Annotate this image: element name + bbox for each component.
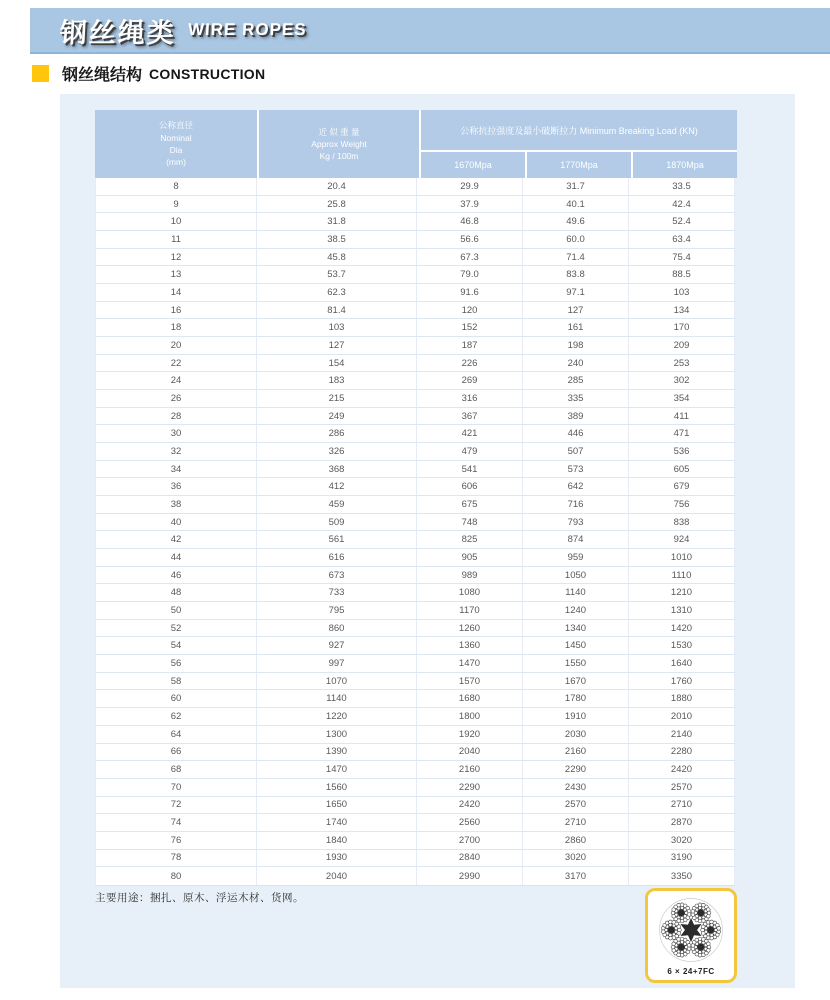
cell-weight: 286 xyxy=(257,425,417,442)
cell-weight: 215 xyxy=(257,390,417,407)
cell-weight: 45.8 xyxy=(257,249,417,266)
cell-weight: 616 xyxy=(257,549,417,566)
cell-mbl-1770: 2710 xyxy=(523,814,629,831)
cell-mbl-1770: 3170 xyxy=(523,867,629,885)
table-row xyxy=(95,284,735,302)
cell-mbl-1770: 31.7 xyxy=(523,178,629,195)
cell-mbl-1670: 2040 xyxy=(417,744,523,761)
cell-diameter: 58 xyxy=(95,673,257,690)
cell-mbl-1870: 88.5 xyxy=(629,266,735,283)
section-heading-zh: 钢丝绳结构 xyxy=(62,67,143,84)
table-row xyxy=(95,514,735,532)
cell-mbl-1670: 825 xyxy=(417,531,523,548)
table-body xyxy=(95,178,735,886)
cell-diameter: 64 xyxy=(95,726,257,743)
cell-mbl-1870: 134 xyxy=(629,302,735,319)
cell-weight: 795 xyxy=(257,602,417,619)
cell-mbl-1670: 367 xyxy=(417,408,523,425)
cell-weight: 127 xyxy=(257,337,417,354)
cell-weight: 860 xyxy=(257,620,417,637)
cell-weight: 103 xyxy=(257,319,417,336)
yellow-square-bullet-icon xyxy=(32,65,49,82)
cell-mbl-1770: 40.1 xyxy=(523,196,629,213)
cell-weight: 412 xyxy=(257,478,417,495)
table-row xyxy=(95,196,735,214)
section-heading xyxy=(32,62,265,85)
table-row xyxy=(95,302,735,320)
cell-mbl-1670: 675 xyxy=(417,496,523,513)
cell-weight: 81.4 xyxy=(257,302,417,319)
cell-mbl-1670: 120 xyxy=(417,302,523,319)
cell-mbl-1770: 97.1 xyxy=(523,284,629,301)
cell-diameter: 16 xyxy=(95,302,257,319)
cell-diameter: 18 xyxy=(95,319,257,336)
cell-diameter: 9 xyxy=(95,196,257,213)
rope-construction-label: 6 × 24+7FC xyxy=(667,967,715,976)
table-row xyxy=(95,814,735,832)
table-header xyxy=(95,110,735,178)
cell-mbl-1870: 3020 xyxy=(629,832,735,849)
cell-mbl-1670: 2990 xyxy=(417,867,523,885)
cell-weight: 1390 xyxy=(257,744,417,761)
cell-diameter: 40 xyxy=(95,514,257,531)
wire-rope-spec-table xyxy=(95,110,735,886)
cell-weight: 249 xyxy=(257,408,417,425)
cell-mbl-1670: 152 xyxy=(417,319,523,336)
cell-mbl-1770: 2570 xyxy=(523,797,629,814)
cell-mbl-1670: 1920 xyxy=(417,726,523,743)
cell-mbl-1670: 1080 xyxy=(417,584,523,601)
cell-mbl-1770: 60.0 xyxy=(523,231,629,248)
rope-construction-diagram xyxy=(645,888,737,983)
table-row xyxy=(95,266,735,284)
cell-diameter: 78 xyxy=(95,850,257,867)
cell-mbl-1670: 37.9 xyxy=(417,196,523,213)
cell-mbl-1870: 471 xyxy=(629,425,735,442)
cell-diameter: 50 xyxy=(95,602,257,619)
table-row xyxy=(95,726,735,744)
cell-diameter: 74 xyxy=(95,814,257,831)
table-row xyxy=(95,637,735,655)
cell-mbl-1870: 2420 xyxy=(629,761,735,778)
cell-mbl-1770: 1240 xyxy=(523,602,629,619)
column-group-breaking-load xyxy=(421,110,737,178)
sub-header-1770mpa: 1770Mpa xyxy=(527,152,631,178)
cell-mbl-1770: 285 xyxy=(523,372,629,389)
table-row xyxy=(95,337,735,355)
cell-diameter: 28 xyxy=(95,408,257,425)
rope-cross-section-icon xyxy=(656,895,726,965)
cell-diameter: 42 xyxy=(95,531,257,548)
table-row xyxy=(95,584,735,602)
cell-mbl-1670: 1570 xyxy=(417,673,523,690)
cell-diameter: 72 xyxy=(95,797,257,814)
cell-diameter: 56 xyxy=(95,655,257,672)
cell-weight: 368 xyxy=(257,461,417,478)
cell-mbl-1770: 1910 xyxy=(523,708,629,725)
table-row xyxy=(95,231,735,249)
cell-weight: 20.4 xyxy=(257,178,417,195)
breaking-load-sub-headers xyxy=(421,152,737,178)
cell-mbl-1870: 103 xyxy=(629,284,735,301)
cell-mbl-1870: 1010 xyxy=(629,549,735,566)
cell-mbl-1770: 1140 xyxy=(523,584,629,601)
cell-mbl-1770: 240 xyxy=(523,355,629,372)
cell-mbl-1870: 2570 xyxy=(629,779,735,796)
cell-mbl-1770: 959 xyxy=(523,549,629,566)
cell-mbl-1670: 2560 xyxy=(417,814,523,831)
cell-mbl-1770: 1450 xyxy=(523,637,629,654)
cell-diameter: 60 xyxy=(95,690,257,707)
cell-mbl-1770: 507 xyxy=(523,443,629,460)
cell-mbl-1770: 49.6 xyxy=(523,213,629,230)
table-row xyxy=(95,355,735,373)
cell-mbl-1870: 170 xyxy=(629,319,735,336)
table-row xyxy=(95,797,735,815)
table-row xyxy=(95,673,735,691)
cell-mbl-1770: 573 xyxy=(523,461,629,478)
cell-mbl-1870: 679 xyxy=(629,478,735,495)
cell-mbl-1870: 1760 xyxy=(629,673,735,690)
cell-mbl-1770: 1340 xyxy=(523,620,629,637)
cell-diameter: 68 xyxy=(95,761,257,778)
cell-mbl-1670: 226 xyxy=(417,355,523,372)
cell-diameter: 70 xyxy=(95,779,257,796)
cell-mbl-1770: 642 xyxy=(523,478,629,495)
section-heading-en: CONSTRUCTION xyxy=(149,65,266,82)
cell-diameter: 46 xyxy=(95,567,257,584)
cell-mbl-1770: 2860 xyxy=(523,832,629,849)
cell-diameter: 13 xyxy=(95,266,257,283)
cell-diameter: 14 xyxy=(95,284,257,301)
cell-diameter: 26 xyxy=(95,390,257,407)
cell-mbl-1770: 3020 xyxy=(523,850,629,867)
cell-mbl-1870: 756 xyxy=(629,496,735,513)
cell-mbl-1670: 2160 xyxy=(417,761,523,778)
cell-mbl-1670: 989 xyxy=(417,567,523,584)
cell-mbl-1870: 33.5 xyxy=(629,178,735,195)
sub-header-1870mpa: 1870Mpa xyxy=(633,152,737,178)
cell-mbl-1870: 1420 xyxy=(629,620,735,637)
cell-mbl-1870: 2710 xyxy=(629,797,735,814)
cell-diameter: 8 xyxy=(95,178,257,195)
cell-diameter: 24 xyxy=(95,372,257,389)
table-row xyxy=(95,531,735,549)
cell-mbl-1670: 2290 xyxy=(417,779,523,796)
cell-mbl-1870: 3190 xyxy=(629,850,735,867)
cell-mbl-1770: 2160 xyxy=(523,744,629,761)
table-row xyxy=(95,867,735,885)
cell-mbl-1670: 2700 xyxy=(417,832,523,849)
cell-mbl-1670: 1680 xyxy=(417,690,523,707)
cell-mbl-1870: 1210 xyxy=(629,584,735,601)
table-row xyxy=(95,372,735,390)
cell-mbl-1770: 71.4 xyxy=(523,249,629,266)
table-row xyxy=(95,832,735,850)
cell-diameter: 76 xyxy=(95,832,257,849)
cell-mbl-1870: 924 xyxy=(629,531,735,548)
cell-mbl-1770: 1050 xyxy=(523,567,629,584)
table-row xyxy=(95,213,735,231)
cell-mbl-1870: 354 xyxy=(629,390,735,407)
cell-mbl-1870: 2140 xyxy=(629,726,735,743)
cell-mbl-1670: 269 xyxy=(417,372,523,389)
cell-mbl-1770: 335 xyxy=(523,390,629,407)
cell-mbl-1870: 302 xyxy=(629,372,735,389)
cell-diameter: 32 xyxy=(95,443,257,460)
cell-weight: 459 xyxy=(257,496,417,513)
cell-mbl-1670: 1260 xyxy=(417,620,523,637)
cell-weight: 1070 xyxy=(257,673,417,690)
page-title-bar xyxy=(30,8,830,54)
column-header-weight: 近 似 重 量 Approx Weight Kg / 100m xyxy=(259,110,419,178)
cell-diameter: 62 xyxy=(95,708,257,725)
cell-mbl-1770: 793 xyxy=(523,514,629,531)
cell-diameter: 52 xyxy=(95,620,257,637)
table-row xyxy=(95,319,735,337)
cell-diameter: 38 xyxy=(95,496,257,513)
cell-mbl-1770: 389 xyxy=(523,408,629,425)
table-row xyxy=(95,408,735,426)
table-row xyxy=(95,478,735,496)
cell-mbl-1870: 605 xyxy=(629,461,735,478)
cell-mbl-1670: 1470 xyxy=(417,655,523,672)
cell-diameter: 44 xyxy=(95,549,257,566)
cell-weight: 1220 xyxy=(257,708,417,725)
cell-mbl-1870: 75.4 xyxy=(629,249,735,266)
cell-weight: 1840 xyxy=(257,832,417,849)
cell-mbl-1770: 2030 xyxy=(523,726,629,743)
cell-mbl-1670: 29.9 xyxy=(417,178,523,195)
cell-mbl-1870: 1310 xyxy=(629,602,735,619)
cell-weight: 733 xyxy=(257,584,417,601)
cell-diameter: 54 xyxy=(95,637,257,654)
cell-mbl-1770: 716 xyxy=(523,496,629,513)
cell-weight: 1140 xyxy=(257,690,417,707)
cell-mbl-1670: 905 xyxy=(417,549,523,566)
table-row xyxy=(95,443,735,461)
cell-diameter: 48 xyxy=(95,584,257,601)
cell-mbl-1870: 63.4 xyxy=(629,231,735,248)
cell-weight: 183 xyxy=(257,372,417,389)
cell-diameter: 36 xyxy=(95,478,257,495)
cell-mbl-1870: 1530 xyxy=(629,637,735,654)
table-row xyxy=(95,690,735,708)
cell-mbl-1870: 1640 xyxy=(629,655,735,672)
cell-diameter: 20 xyxy=(95,337,257,354)
cell-mbl-1770: 874 xyxy=(523,531,629,548)
table-row xyxy=(95,249,735,267)
cell-diameter: 34 xyxy=(95,461,257,478)
cell-diameter: 12 xyxy=(95,249,257,266)
cell-weight: 509 xyxy=(257,514,417,531)
table-row xyxy=(95,655,735,673)
table-row xyxy=(95,761,735,779)
cell-weight: 154 xyxy=(257,355,417,372)
cell-mbl-1770: 1780 xyxy=(523,690,629,707)
cell-mbl-1770: 446 xyxy=(523,425,629,442)
cell-mbl-1670: 1360 xyxy=(417,637,523,654)
cell-diameter: 11 xyxy=(95,231,257,248)
cell-mbl-1670: 46.8 xyxy=(417,213,523,230)
cell-weight: 1930 xyxy=(257,850,417,867)
table-row xyxy=(95,461,735,479)
cell-mbl-1770: 2430 xyxy=(523,779,629,796)
table-row xyxy=(95,708,735,726)
cell-mbl-1670: 1800 xyxy=(417,708,523,725)
cell-mbl-1770: 127 xyxy=(523,302,629,319)
cell-weight: 673 xyxy=(257,567,417,584)
table-row xyxy=(95,779,735,797)
table-row xyxy=(95,567,735,585)
table-row xyxy=(95,390,735,408)
table-row xyxy=(95,549,735,567)
cell-mbl-1870: 1110 xyxy=(629,567,735,584)
cell-weight: 1740 xyxy=(257,814,417,831)
cell-mbl-1670: 606 xyxy=(417,478,523,495)
cell-mbl-1870: 3350 xyxy=(629,867,735,885)
cell-mbl-1870: 2010 xyxy=(629,708,735,725)
table-row xyxy=(95,602,735,620)
cell-mbl-1870: 209 xyxy=(629,337,735,354)
table-row xyxy=(95,850,735,868)
table-row xyxy=(95,496,735,514)
cell-mbl-1870: 253 xyxy=(629,355,735,372)
cell-mbl-1670: 187 xyxy=(417,337,523,354)
sub-header-1670mpa: 1670Mpa xyxy=(421,152,525,178)
cell-weight: 1470 xyxy=(257,761,417,778)
cell-mbl-1670: 541 xyxy=(417,461,523,478)
cell-weight: 1300 xyxy=(257,726,417,743)
cell-weight: 38.5 xyxy=(257,231,417,248)
table-row xyxy=(95,620,735,638)
cell-weight: 1560 xyxy=(257,779,417,796)
table-row xyxy=(95,178,735,196)
cell-mbl-1670: 79.0 xyxy=(417,266,523,283)
cell-mbl-1670: 421 xyxy=(417,425,523,442)
cell-mbl-1770: 198 xyxy=(523,337,629,354)
cell-mbl-1670: 316 xyxy=(417,390,523,407)
cell-mbl-1870: 838 xyxy=(629,514,735,531)
cell-mbl-1670: 1170 xyxy=(417,602,523,619)
table-row xyxy=(95,744,735,762)
page-title-en: WIRE ROPES xyxy=(187,20,308,39)
cell-diameter: 30 xyxy=(95,425,257,442)
cell-weight: 2040 xyxy=(257,867,417,885)
usage-note: 主要用途：捆扎、原木、浮运木材、货网。 xyxy=(95,892,304,904)
cell-mbl-1870: 52.4 xyxy=(629,213,735,230)
cell-mbl-1770: 1550 xyxy=(523,655,629,672)
content-panel xyxy=(60,94,795,988)
cell-diameter: 80 xyxy=(95,867,257,885)
cell-diameter: 66 xyxy=(95,744,257,761)
cell-mbl-1770: 2290 xyxy=(523,761,629,778)
cell-mbl-1670: 2420 xyxy=(417,797,523,814)
cell-weight: 561 xyxy=(257,531,417,548)
cell-mbl-1670: 67.3 xyxy=(417,249,523,266)
cell-mbl-1770: 161 xyxy=(523,319,629,336)
cell-mbl-1870: 411 xyxy=(629,408,735,425)
cell-weight: 25.8 xyxy=(257,196,417,213)
cell-mbl-1670: 91.6 xyxy=(417,284,523,301)
cell-mbl-1870: 536 xyxy=(629,443,735,460)
cell-weight: 1650 xyxy=(257,797,417,814)
cell-mbl-1870: 2280 xyxy=(629,744,735,761)
cell-weight: 62.3 xyxy=(257,284,417,301)
cell-mbl-1870: 1880 xyxy=(629,690,735,707)
breaking-load-span-header: 公称抗拉强度及最小破断拉力 Minimum Breaking Load (KN) xyxy=(421,110,737,150)
cell-mbl-1770: 1670 xyxy=(523,673,629,690)
page-title-zh: 钢丝绳类 xyxy=(59,17,177,48)
cell-weight: 31.8 xyxy=(257,213,417,230)
cell-mbl-1670: 748 xyxy=(417,514,523,531)
cell-mbl-1770: 83.8 xyxy=(523,266,629,283)
table-row xyxy=(95,425,735,443)
cell-weight: 53.7 xyxy=(257,266,417,283)
column-header-diameter: 公称直径 Nominal Dia (mm) xyxy=(95,110,257,178)
cell-diameter: 22 xyxy=(95,355,257,372)
cell-mbl-1870: 2870 xyxy=(629,814,735,831)
cell-diameter: 10 xyxy=(95,213,257,230)
cell-mbl-1670: 56.6 xyxy=(417,231,523,248)
cell-mbl-1670: 479 xyxy=(417,443,523,460)
cell-weight: 927 xyxy=(257,637,417,654)
cell-weight: 326 xyxy=(257,443,417,460)
cell-mbl-1670: 2840 xyxy=(417,850,523,867)
cell-mbl-1870: 42.4 xyxy=(629,196,735,213)
cell-weight: 997 xyxy=(257,655,417,672)
